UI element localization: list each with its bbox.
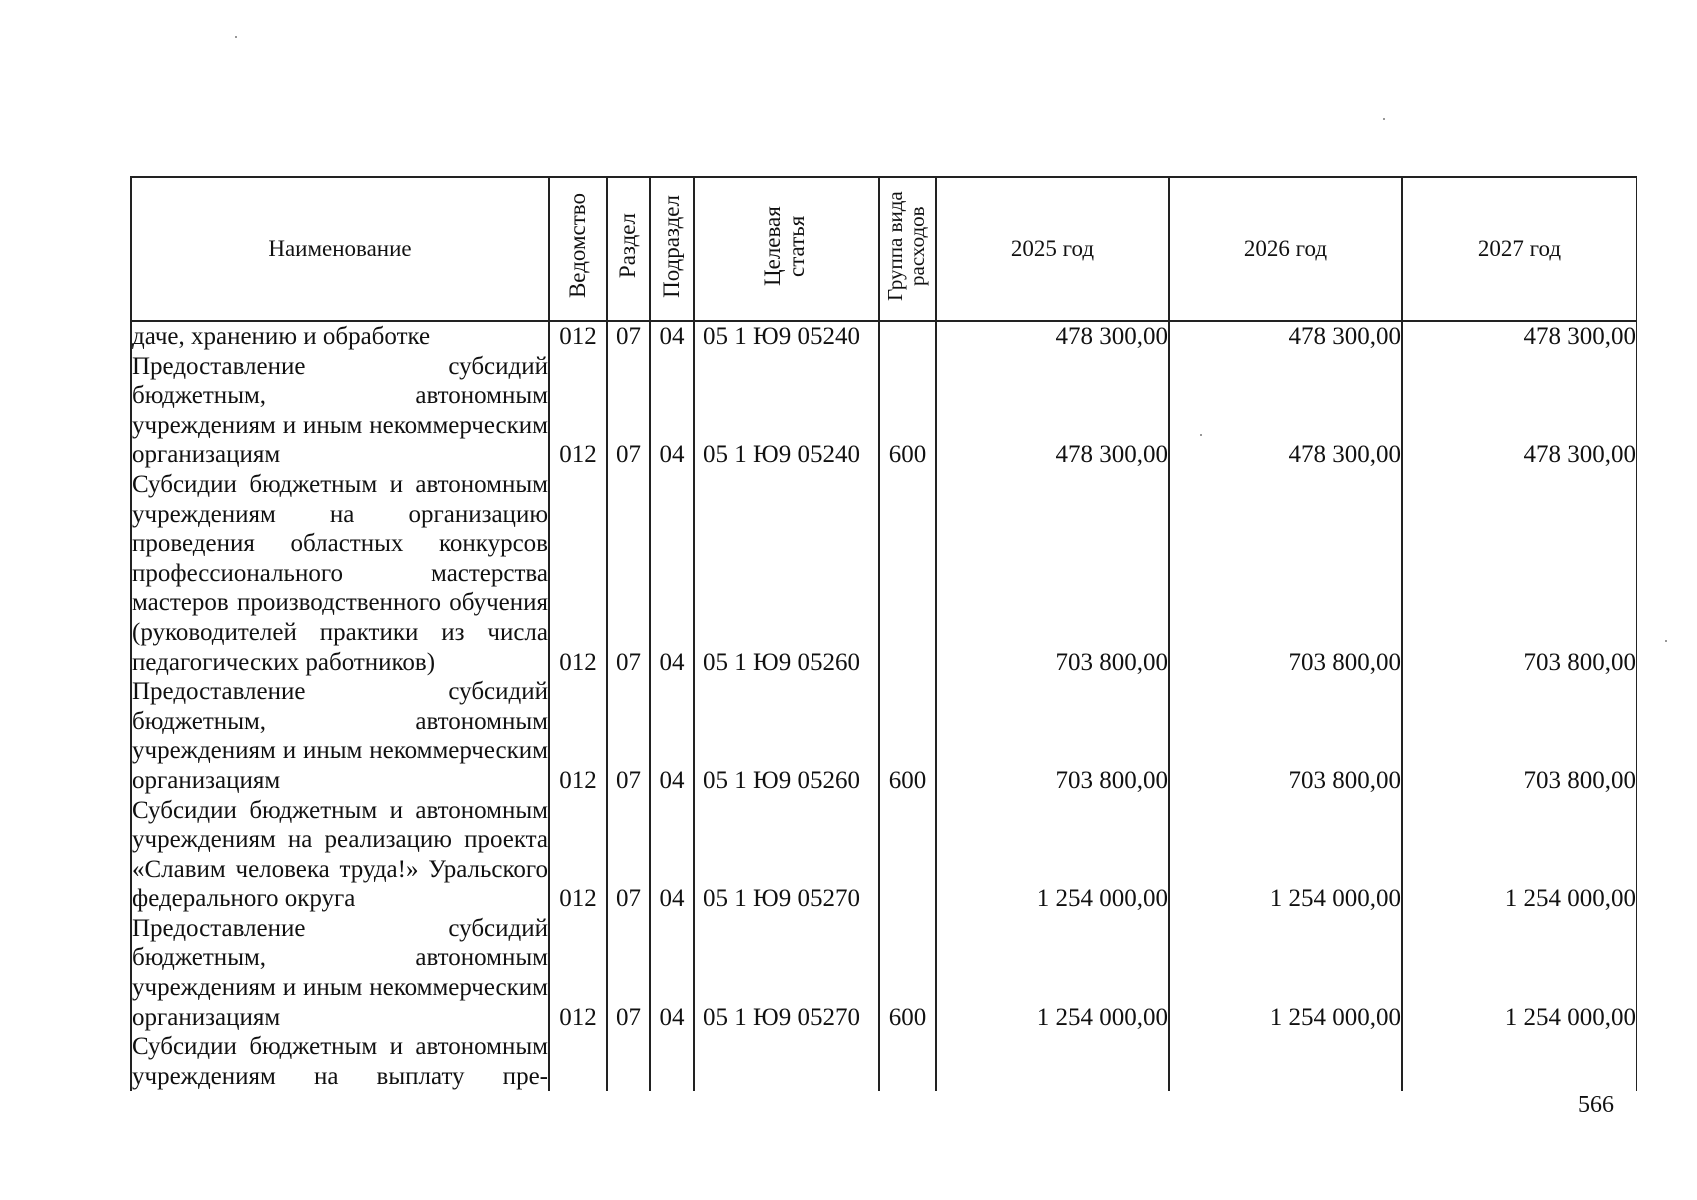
header-2026: 2026 год <box>1169 178 1402 321</box>
row-2025: 1 254 000,00 <box>936 796 1169 914</box>
table-row <box>132 914 1637 1032</box>
row-gruppa: 600 <box>879 677 936 795</box>
row-2027: 1 254 000,00 <box>1402 796 1637 914</box>
row-razdel: 07 <box>607 796 650 914</box>
row-2025: 478 300,00 <box>936 321 1169 352</box>
row-vedomstvo: 012 <box>549 796 607 914</box>
row-2026: 703 800,00 <box>1169 677 1402 795</box>
row-vedomstvo: 012 <box>549 914 607 1032</box>
row-gruppa <box>879 796 936 914</box>
row-2025: 1 254 000,00 <box>936 914 1169 1032</box>
header-razdel: Раздел <box>607 178 650 321</box>
header-gruppa-vida-rashodov: Группа вида расходов <box>879 178 936 321</box>
row-2027 <box>1402 1032 1637 1091</box>
row-gruppa: 600 <box>879 352 936 470</box>
row-2027: 703 800,00 <box>1402 470 1637 677</box>
scan-speck <box>1200 434 1202 436</box>
row-gruppa <box>879 1032 936 1091</box>
row-gruppa <box>879 470 936 677</box>
row-razdel <box>607 1032 650 1091</box>
row-2027: 1 254 000,00 <box>1402 914 1637 1032</box>
row-name: Субсидии бюджетным и автономным учреждениям на реализацию проекта «Славим человека труда!» Уральского федерального округа <box>132 796 548 913</box>
row-2027: 703 800,00 <box>1402 677 1637 795</box>
row-2025: 703 800,00 <box>936 677 1169 795</box>
header-podrazdel: Подраздел <box>650 178 694 321</box>
header-celevaya-statya: Целевая статья <box>694 178 879 321</box>
row-gruppa <box>879 321 936 352</box>
row-name: Субсидии бюджетным и автономным учреждениям на выплату пре- <box>132 1033 548 1090</box>
row-2026: 703 800,00 <box>1169 470 1402 677</box>
row-2026 <box>1169 1032 1402 1091</box>
row-2026: 1 254 000,00 <box>1169 796 1402 914</box>
scan-speck <box>1383 118 1385 120</box>
row-celevaya-statya: 05 1 Ю9 05240 <box>694 321 879 352</box>
table-row <box>132 796 1637 914</box>
row-name: Предоставление субсидий бюджетным, автономным учреждениям и иным некоммерческим организациям <box>132 678 548 794</box>
row-razdel: 07 <box>607 914 650 1032</box>
row-celevaya-statya: 05 1 Ю9 05270 <box>694 914 879 1032</box>
row-podrazdel: 04 <box>650 352 694 470</box>
header-vedomstvo: Ведомство <box>549 178 607 321</box>
row-vedomstvo: 012 <box>549 321 607 352</box>
header-2025: 2025 год <box>936 178 1169 321</box>
row-razdel: 07 <box>607 352 650 470</box>
row-2025: 478 300,00 <box>936 352 1169 470</box>
row-podrazdel: 04 <box>650 914 694 1032</box>
row-razdel: 07 <box>607 677 650 795</box>
row-2027: 478 300,00 <box>1402 321 1637 352</box>
row-podrazdel: 04 <box>650 321 694 352</box>
row-razdel: 07 <box>607 321 650 352</box>
row-2026: 1 254 000,00 <box>1169 914 1402 1032</box>
row-celevaya-statya: 05 1 Ю9 05260 <box>694 677 879 795</box>
row-podrazdel: 04 <box>650 796 694 914</box>
page-number: 566 <box>1578 1092 1614 1118</box>
row-name: Субсидии бюджетным и автономным учреждениям на организацию проведения областных конкурсов профессионального мастерства мастеров производственного обучения (руководителей практики из числа педагогических работников) <box>132 470 548 676</box>
row-2026: 478 300,00 <box>1169 321 1402 352</box>
scan-speck <box>235 36 237 38</box>
table-row <box>132 677 1637 795</box>
row-2025: 703 800,00 <box>936 470 1169 677</box>
row-podrazdel: 04 <box>650 677 694 795</box>
row-celevaya-statya: 05 1 Ю9 05270 <box>694 796 879 914</box>
row-2026: 478 300,00 <box>1169 352 1402 470</box>
budget-table <box>132 178 1637 1091</box>
row-razdel: 07 <box>607 470 650 677</box>
row-vedomstvo <box>549 1032 607 1091</box>
table-row <box>132 321 1637 352</box>
table-row <box>132 352 1637 470</box>
row-gruppa: 600 <box>879 914 936 1032</box>
row-name: Предоставление субсидий бюджетным, автономным учреждениям и иным некоммерческим организациям <box>132 352 548 469</box>
budget-table-sheet <box>130 176 1637 1091</box>
row-celevaya-statya: 05 1 Ю9 05240 <box>694 352 879 470</box>
header-2027: 2027 год <box>1402 178 1637 321</box>
header-name: Наименование <box>132 178 549 321</box>
row-2027: 478 300,00 <box>1402 352 1637 470</box>
table-row <box>132 470 1637 677</box>
row-2025 <box>936 1032 1169 1091</box>
row-name: даче, хранению и обработке <box>132 321 549 352</box>
row-celevaya-statya <box>694 1032 879 1091</box>
row-vedomstvo: 012 <box>549 677 607 795</box>
row-name: Предоставление субсидий бюджетным, автономным учреждениям и иным некоммерческим организациям <box>132 914 548 1031</box>
row-podrazdel <box>650 1032 694 1091</box>
row-vedomstvo: 012 <box>549 470 607 677</box>
row-vedomstvo: 012 <box>549 352 607 470</box>
table-row <box>132 1032 1637 1091</box>
row-podrazdel: 04 <box>650 470 694 677</box>
row-celevaya-statya: 05 1 Ю9 05260 <box>694 470 879 677</box>
scan-speck <box>1665 640 1667 642</box>
table-header-row <box>132 178 1637 321</box>
